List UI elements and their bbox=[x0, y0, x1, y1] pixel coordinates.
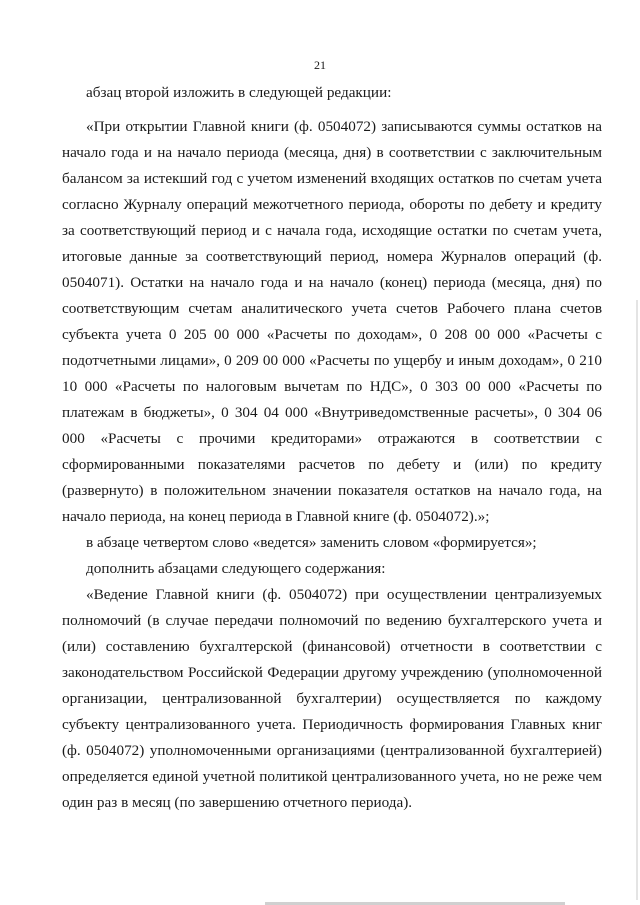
scan-edge-right bbox=[636, 300, 638, 900]
document-body bbox=[62, 80, 602, 816]
paragraph-quote-opening-balances: «При открытии Главной книги (ф. 0504072) записываются суммы остатков на начало года и на начало периода (месяца, дня) в соответствии с заключительным балансом за истекший год с учетом изменений входящих остатков по счетам учета согласно Журналу операций межотчетного периода, обороты по дебету и кредиту за соответствующий период и с начала года, исходящие остатки по счетам учета, итоговые данные за соответствующий период, номера Журналов операций (ф. 0504071). Остатки на начало года и на начало (конец) периода (месяца, дня) по соответствующим счетам аналитического учета счетов Рабочего плана счетов субъекта учета 0 205 00 000 «Расчеты по доходам», 0 208 00 000 «Расчеты с подотчетными лицами», 0 209 00 000 «Расчеты по ущербу и иным доходам», 0 210 10 000 «Расчеты по налоговым вычетам по НДС», 0 303 00 000 «Расчеты по платежам в бюджеты», 0 304 04 000 «Внутриведомственные расчеты», 0 304 06 000 «Расчеты с прочими кредиторами» отражаются в соответствии с сформированными показателями расчетов по дебету и (или) по кредиту (развернуто) в положительном значении показателя остатков на начало года, на начало периода, на конец периода в Главной книге (ф. 0504072).»; bbox=[62, 118, 602, 525]
paragraph-instruction-add: дополнить абзацами следующего содержания: bbox=[86, 560, 386, 577]
paragraph-quote-centralized: «Ведение Главной книги (ф. 0504072) при осуществлении централизуемых полномочий (в случае передачи полномочий по ведению бухгалтерского учета и (или) составлению бухгалтерской (финансовой) отчетности в соответствии с законодательством Российской Федерации другому учреждению (уполномоченной организации, централизованной бухгалтерии) осуществляется по каждому субъекту централизованного учета. Периодичность формирования Главных книг (ф. 0504072) уполномоченными организациями (централизованной бухгалтерией) определяется единой учетной политикой централизованного учета, но не реже чем один раз в месяц (по завершению отчетного периода). bbox=[62, 586, 602, 811]
paragraph-instruction-fourth: в абзаце четвертом слово «ведется» заменить словом «формируется»; bbox=[86, 534, 537, 551]
paragraph-instruction-second: абзац второй изложить в следующей редакции: bbox=[86, 84, 392, 101]
page-number: 21 bbox=[314, 58, 326, 72]
